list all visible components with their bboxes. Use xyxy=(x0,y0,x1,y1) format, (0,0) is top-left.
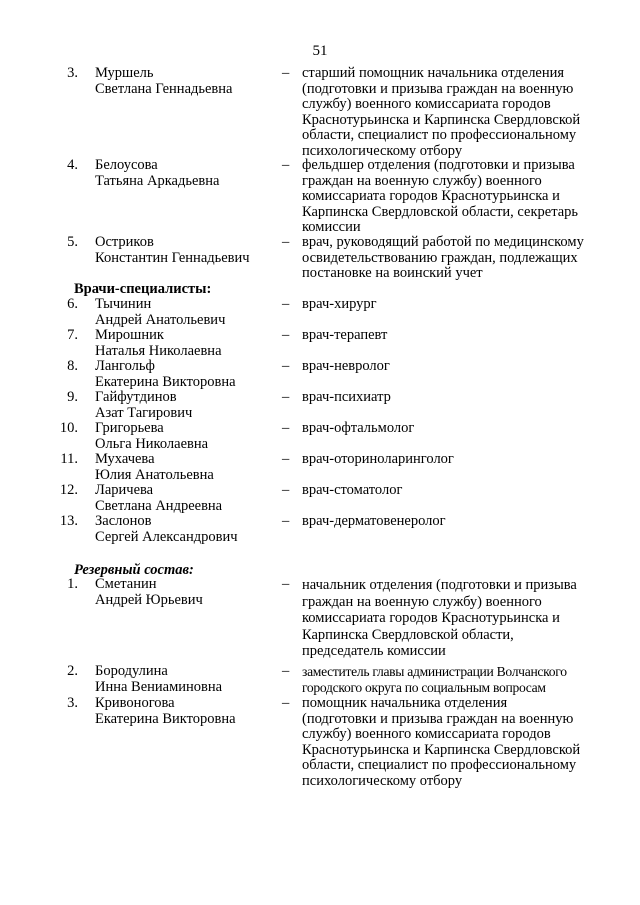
entry-number: 7. xyxy=(67,327,78,343)
entry-number: 4. xyxy=(67,157,78,173)
entry-role: врач-невролог xyxy=(302,358,390,374)
entry-person-name: Мухачева Юлия Анатольевна xyxy=(95,451,214,483)
entry-person-name: Кривоногова Екатерина Викторовна xyxy=(95,695,236,727)
entry-dash: – xyxy=(282,513,290,529)
entry-role: врач-психиатр xyxy=(302,389,391,405)
entry-role: заместитель главы администрации Волчанского городского округа по социальным вопросам xyxy=(302,664,567,695)
entry-role: врач, руководящий работой по медицинскому освидетельствованию граждан, подлежащих постановке на воинский учет xyxy=(302,234,584,282)
entry-number: 6. xyxy=(67,296,78,312)
entry-person-name: Бородулина Инна Вениаминовна xyxy=(95,663,223,695)
entry-role: старший помощник начальника отделения (подготовки и призыва граждан на военную службу) военного комиссариата городов Краснотурьинска и Карпинска Свердловской области, специалист по профессиональному психологическому отбору xyxy=(302,65,581,159)
entry-role: помощник начальника отделения (подготовки и призыва граждан на военную службу) военного комиссариата городов Краснотурьинска и Карпинска Свердловской области, специалист по профессиональному психологическому отбору xyxy=(302,695,581,789)
entry-person-name: Остриков Константин Геннадьевич xyxy=(95,234,250,266)
entry-dash: – xyxy=(282,296,290,312)
entry-number: 11. xyxy=(60,451,78,467)
entry-dash: – xyxy=(282,576,290,592)
entry-dash: – xyxy=(282,482,290,498)
entry-dash: – xyxy=(282,695,290,711)
reserve-heading: Резервный состав: xyxy=(74,562,194,578)
entry-number: 2. xyxy=(67,663,78,679)
entry-number: 13. xyxy=(59,513,78,529)
entry-person-name: Ларичева Светлана Андреевна xyxy=(95,482,223,514)
entry-number: 10. xyxy=(59,420,78,436)
entry-number: 12. xyxy=(59,482,78,498)
entry-dash: – xyxy=(282,157,290,173)
entry-person-name: Белоусова Татьяна Аркадьевна xyxy=(95,157,220,189)
page-number: 51 xyxy=(312,43,328,59)
entry-dash: – xyxy=(282,389,290,405)
entry-role: врач-офтальмолог xyxy=(302,420,415,436)
entry-person-name: Муршель Светлана Геннадьевна xyxy=(95,65,233,97)
entry-person-name: Гайфутдинов Азат Тагирович xyxy=(95,389,193,421)
entry-dash: – xyxy=(282,358,290,374)
entry-number: 8. xyxy=(67,358,78,374)
entry-number: 9. xyxy=(67,389,78,405)
entry-dash: – xyxy=(282,65,290,81)
entry-role: врач-стоматолог xyxy=(302,482,403,498)
entry-person-name: Заслонов Сергей Александрович xyxy=(95,513,238,545)
entry-role: врач-дерматовенеролог xyxy=(302,513,446,529)
entry-dash: – xyxy=(282,420,290,436)
entry-role: врач-хирург xyxy=(302,296,377,312)
entry-role: врач-терапевт xyxy=(302,327,388,343)
entry-number: 3. xyxy=(67,65,78,81)
entry-number: 1. xyxy=(67,576,78,592)
entry-role: начальник отделения (подготовки и призыва граждан на военную службу) военного комиссариата городов Краснотурьинска и Карпинска Свердловской области, председатель комиссии xyxy=(302,577,577,660)
entry-dash: – xyxy=(282,663,290,679)
entry-dash: – xyxy=(282,327,290,343)
entry-role: фельдшер отделения (подготовки и призыва граждан на военную службу) военного комиссариата городов Краснотурьинска и Карпинска Свердловской области, секретарь комиссии xyxy=(302,157,579,236)
entry-number: 3. xyxy=(67,695,78,711)
entry-person-name: Григорьева Ольга Николаевна xyxy=(95,420,209,452)
entry-role: врач-оториноларинголог xyxy=(302,451,454,467)
specialists-heading: Врачи-специалисты: xyxy=(74,281,212,297)
entry-person-name: Тычинин Андрей Анатольевич xyxy=(95,296,226,328)
entry-number: 5. xyxy=(67,234,78,250)
entry-person-name: Мирошник Наталья Николаевна xyxy=(95,327,222,359)
entry-person-name: Лангольф Екатерина Викторовна xyxy=(95,358,236,390)
entry-person-name: Сметанин Андрей Юрьевич xyxy=(95,576,203,608)
entry-dash: – xyxy=(282,451,290,467)
entry-dash: – xyxy=(282,234,290,250)
